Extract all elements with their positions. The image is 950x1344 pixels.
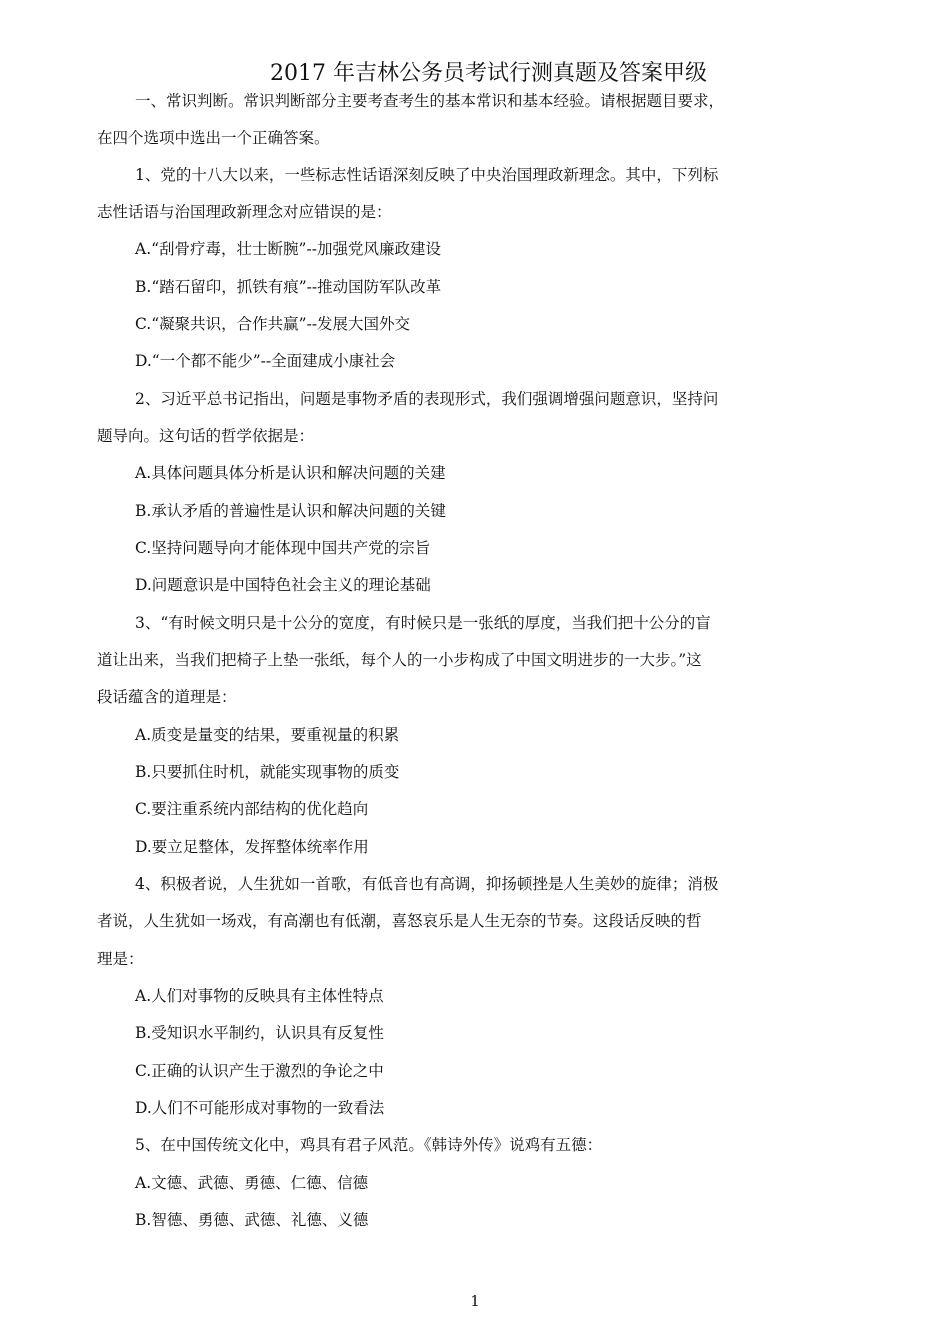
question-4-line-3: 理是： [97, 950, 144, 968]
question-2-option-a: A.具体问题具体分析是认识和解决问题的关建 [135, 464, 446, 482]
question-1-option-b: B.“踏石留印，抓铁有痕”--推动国防军队改革 [135, 278, 442, 296]
question-2-line-2: 题导向。这句话的哲学依据是： [97, 427, 315, 445]
question-3-line-1: 3、“有时候文明只是十公分的宽度，有时候只是一张纸的厚度，当我们把十公分的盲 [135, 614, 711, 632]
question-5-option-b: B.智德、勇德、武德、礼德、义德 [135, 1211, 369, 1229]
question-4-line-2: 者说，人生犹如一场戏，有高潮也有低潮，喜怒哀乐是人生无奈的节奏。这段话反映的哲 [97, 912, 702, 930]
question-4-option-c: C.正确的认识产生于激烈的争论之中 [135, 1062, 384, 1080]
question-1-line-2: 志性话语与治国理政新理念对应错误的是： [97, 203, 392, 221]
document-title: 2017 年吉林公务员考试行测真题及答案甲级 [270, 61, 707, 86]
page-number: 1 [470, 1292, 480, 1310]
question-2-line-1: 2、习近平总书记指出，问题是事物矛盾的表现形式，我们强调增强问题意识，坚持问 [135, 390, 719, 408]
section-intro-line-1: 一、常识判断。常识判断部分主要考查考生的基本常识和基本经验。请根据题目要求， [135, 92, 725, 110]
question-4-option-b: B.受知识水平制约，认识具有反复性 [135, 1024, 384, 1042]
question-3-line-2: 道让出来，当我们把椅子上垫一张纸，每个人的一小步构成了中国文明进步的一大步。”这 [97, 651, 702, 669]
question-2-option-c: C.坚持问题导向才能体现中国共产党的宗旨 [135, 539, 431, 557]
question-5-option-a: A.文德、武德、勇德、仁德、信德 [135, 1174, 369, 1192]
question-2-option-b: B.承认矛盾的普遍性是认识和解决问题的关键 [135, 502, 446, 520]
question-3-option-c: C.要注重系统内部结构的优化趋向 [135, 800, 369, 818]
question-4-option-d: D.人们不可能形成对事物的一致看法 [135, 1099, 385, 1117]
question-3-option-a: A.质变是量变的结果，要重视量的积累 [135, 726, 400, 744]
question-5-line-1: 5、在中国传统文化中，鸡具有君子风范。《韩诗外传》说鸡有五德： [135, 1136, 603, 1154]
question-2-option-d: D.问题意识是中国特色社会主义的理论基础 [135, 576, 431, 594]
question-3-option-b: B.只要抓住时机，就能实现事物的质变 [135, 763, 400, 781]
section-intro-line-2: 在四个选项中选出一个正确答案。 [97, 129, 330, 147]
question-4-line-1: 4、积极者说，人生犹如一首歌，有低音也有高调，抑扬顿挫是人生美妙的旋律；消极 [135, 875, 719, 893]
question-1-line-1: 1、党的十八大以来，一些标志性话语深刻反映了中央治国理政新理念。其中，下列标 [135, 166, 719, 184]
question-1-option-c: C.“凝聚共识，合作共赢”--发展大国外交 [135, 315, 411, 333]
question-4-option-a: A.人们对事物的反映具有主体性特点 [135, 987, 384, 1005]
question-1-option-d: D.“一个都不能少”--全面建成小康社会 [135, 352, 396, 370]
question-3-line-3: 段话蕴含的道理是： [97, 688, 237, 706]
question-3-option-d: D.要立足整体，发挥整体统率作用 [135, 838, 369, 856]
question-1-option-a: A.“刮骨疗毒，壮士断腕”--加强党风廉政建设 [135, 240, 441, 258]
